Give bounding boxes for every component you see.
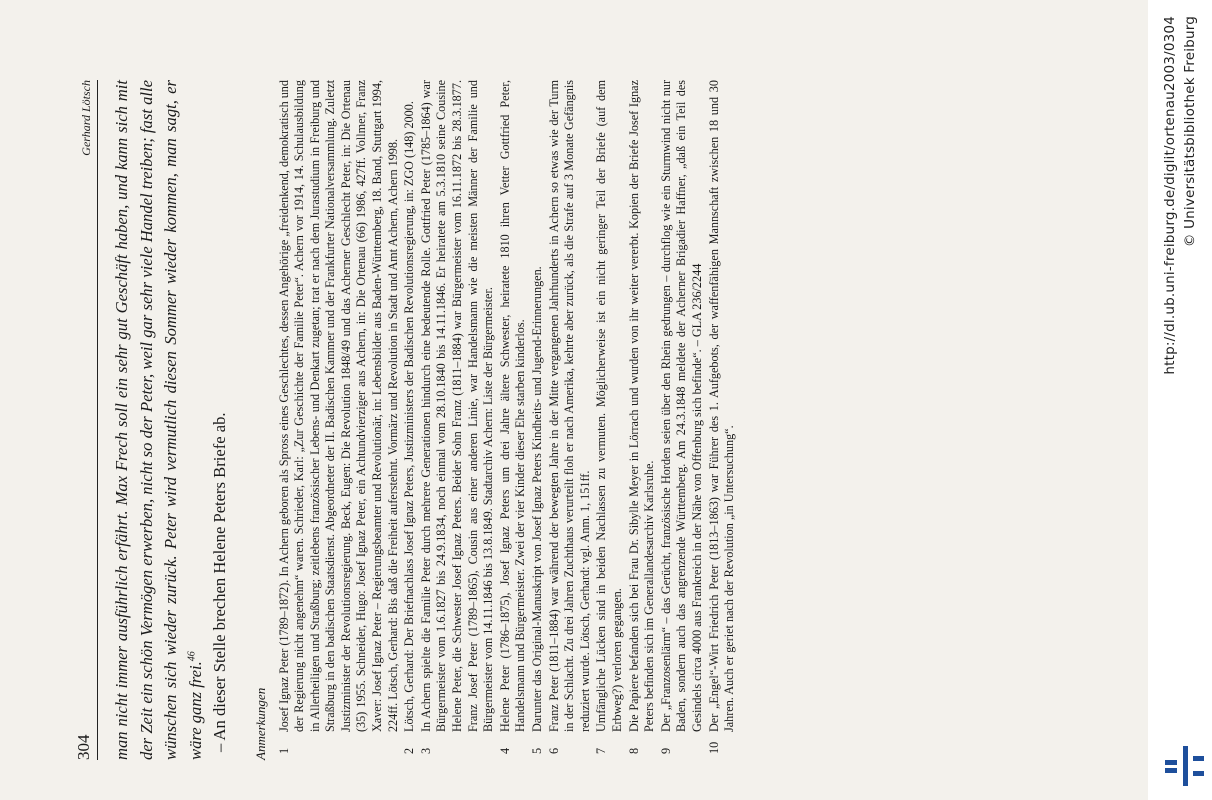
note-text: Die Papiere befanden sich bei Frau Dr. Sibylle Meyer in Lörrach und wurden von ihr weiter vererbt. Kopien der Briefe Josef Ignaz Peters befinden sich im Generallandesarchiv Karlsruhe. — [626, 80, 657, 732]
note-number: 2 — [402, 747, 417, 754]
margin-text — [1148, 0, 1212, 800]
note-number: 8 — [626, 747, 641, 754]
author-running-head: Gerhard Lötsch — [79, 80, 93, 156]
note-number: 3 — [418, 747, 433, 754]
page-number: 304 — [74, 734, 93, 760]
note-text: Der „Franzosenlärm“ – das Gerücht, französische Horden seien über den Rhein gedrungen – durchflog wie ein Sturmwind nicht nur Baden, sondern auch das angrenzende Württemberg. Am 24.3.1848 meldete der Acherner Brigadier Haffner, „daß ein Teil des Gesindels circa 4000 aus Frankreich in der Nähe von Offenburg sich befinde“. – GLA 236/2244 — [658, 80, 704, 732]
body-text — [110, 80, 233, 760]
note-text: Josef Ignaz Peter (1789–1872). In Achern geboren als Spross eines Geschlechtes, dessen Angehörige „freidenkend, demokratisch und der Regierung nicht angenehm“ waren. Schrieder, Karl: „Zur Geschichte der Familie Peter“. Achern vor 1914, 14. Schulausbildung in Allerheiligen und Straßburg; zeitlebens französischer Lebens- und Denkart zugetan; trat er nach dem Jurastudium in Freiburg und Straßburg in den badischen Staatsdienst. Abgeordneter der II. Badischen Kammer und der Frankfurter Nationalversammlung. Zuletzt Justizminister der Revolutionsregierung. Beck, Eugen: Die Revolution 1848/49 und das Acherner Geschlecht Peter, in: Die Ortenau (35) 1955. Schneider, Hugo: Josef Ignaz Peter, ein Achtundvierziger aus Achern, in: Die Ortenau (66) 1986, 427ff. Vollmer, Franz Xaver: Josef Ignaz Peter – Regierungsbeamter und Revolutionär, in: Lebensbilder aus Baden-Württemberg, 18. Band, Stuttgart 1994, 224ff. Lötsch, Gerhard: Bis daß die Freiheit auferstehnt. Vormärz und Revolution in Stadt und Amt Achern, Achern 1998. — [276, 80, 400, 732]
note-number: 5 — [530, 747, 544, 754]
margin-strip — [1148, 0, 1212, 800]
note-item — [659, 80, 706, 760]
letter-quote-text: man nicht immer ausführlich erfährt. Max Frech soll ein sehr gut Geschäft haben, und kann sich mit der Zeit ein schön Vermögen erwerben, nicht so der Peter, weil gar sehr viele Handel treiben; fast alle wünschen sich wieder zurück. Peter wird vermutlich diesen Sommer wieder kommen, man sagt, er wäre ganz frei. — [112, 80, 205, 760]
note-text: Franz Peter (1811–1884) war während der bewegten Jahre in der Mitte vergangenen Jahrhunderts in Achern so etwas wie der Turm in der Schlacht. Zu drei Jahren Zuchthaus verurteilt floh er nach Amerika, kehrte aber zurück, als die Strafe auf 3 Monate Gefängnis reduziert wurde. Lötsch, Gerhard: vgl. Anm. 1, 151ff. — [546, 80, 592, 732]
library-logo-icon — [1164, 744, 1206, 788]
note-item — [277, 80, 402, 760]
note-text: Darunter das Original-Manuskript von Josef Ignaz Peters Kindheits- und Jugend-Erinnerungen. — [530, 266, 544, 732]
note-item — [627, 80, 658, 760]
note-item — [707, 80, 738, 760]
source-url[interactable]: http://dl.ub.uni-freiburg.de/diglit/ortenau2003/0304 — [1162, 16, 1178, 375]
note-text: Helene Peter (1786–1875), Josef Ignaz Peters um drei Jahre ältere Schwester, heiratete 1810 ihren Vetter Gottfried Peter, Handelsmann und Bürgermeister. Zwei der vier Kinder dieser Ehe starben kinderlos. — [497, 80, 528, 732]
note-item — [419, 80, 497, 760]
note-item — [402, 80, 418, 760]
note-item — [530, 80, 546, 760]
note-number: 7 — [594, 747, 609, 754]
note-text: Umfängliche Lücken sind in beiden Nachlassen zu vermuten. Möglicherweise ist ein nicht geringer Teil der Briefe (auf dem Erbweg?) verloren gegangen. — [594, 80, 624, 732]
notes-list — [277, 80, 738, 760]
footnote-reference: 46 — [185, 651, 197, 662]
note-number: 10 — [706, 741, 721, 754]
letter-quote — [110, 80, 208, 760]
note-number: 6 — [546, 747, 561, 754]
note-text: In Achern spielte die Familie Peter durch mehrere Generationen hindurch eine bedeutende Rolle. Gottfried Peter (1785–1864) war Bürgermeister vom 1.6.1827 bis 24.9.1834, noch einmal vom 28.10.1840 bis 14.11.1846. Er heiratete am 5.3.1810 seine Cousine Helene Peter, die Schwester Josef Ignaz Peters. Beider Sohn Franz (1811–1884) war Bürgermeister vom 16.11.1872 bis 28.3.1877. Franz Josef Peter (1789–1865), Cousin aus einer anderen Linie, war Handelsmann wie die meisten Männer der Familie und Bürgermeister vom 14.11.1846 bis 13.8.1849. Stadtarchiv Achern: Liste der Bürgermeister. — [418, 80, 496, 732]
note-number: 1 — [276, 747, 291, 754]
running-head — [72, 80, 98, 760]
note-item — [594, 80, 625, 760]
note-item — [547, 80, 594, 760]
copyright-notice: © Universitätsbibliothek Freiburg — [1182, 16, 1198, 248]
note-number: 4 — [497, 747, 512, 754]
note-number: 9 — [658, 747, 673, 754]
page-body — [72, 80, 739, 760]
closing-sentence: – An dieser Stelle brechen Helene Peters Briefe ab. — [210, 412, 229, 752]
note-text: Der „Engel“-Wirt Friedrich Peter (1813–1863) war Führer des 1. Aufgebots, der waffenfähigen Mannschaft zwischen 18 und 30 Jahren. Auch er geriet nach der Revolution „in Untersuchung“. — [706, 80, 737, 732]
notes-heading: Anmerkungen — [252, 687, 268, 760]
note-item — [498, 80, 529, 760]
note-text: Lötsch, Gerhard: Der Briefnachlass Josef Ignaz Peters, Justizministers der Badischen Revolutionsregierung, in: ZGO (148) 2000. — [402, 101, 417, 732]
